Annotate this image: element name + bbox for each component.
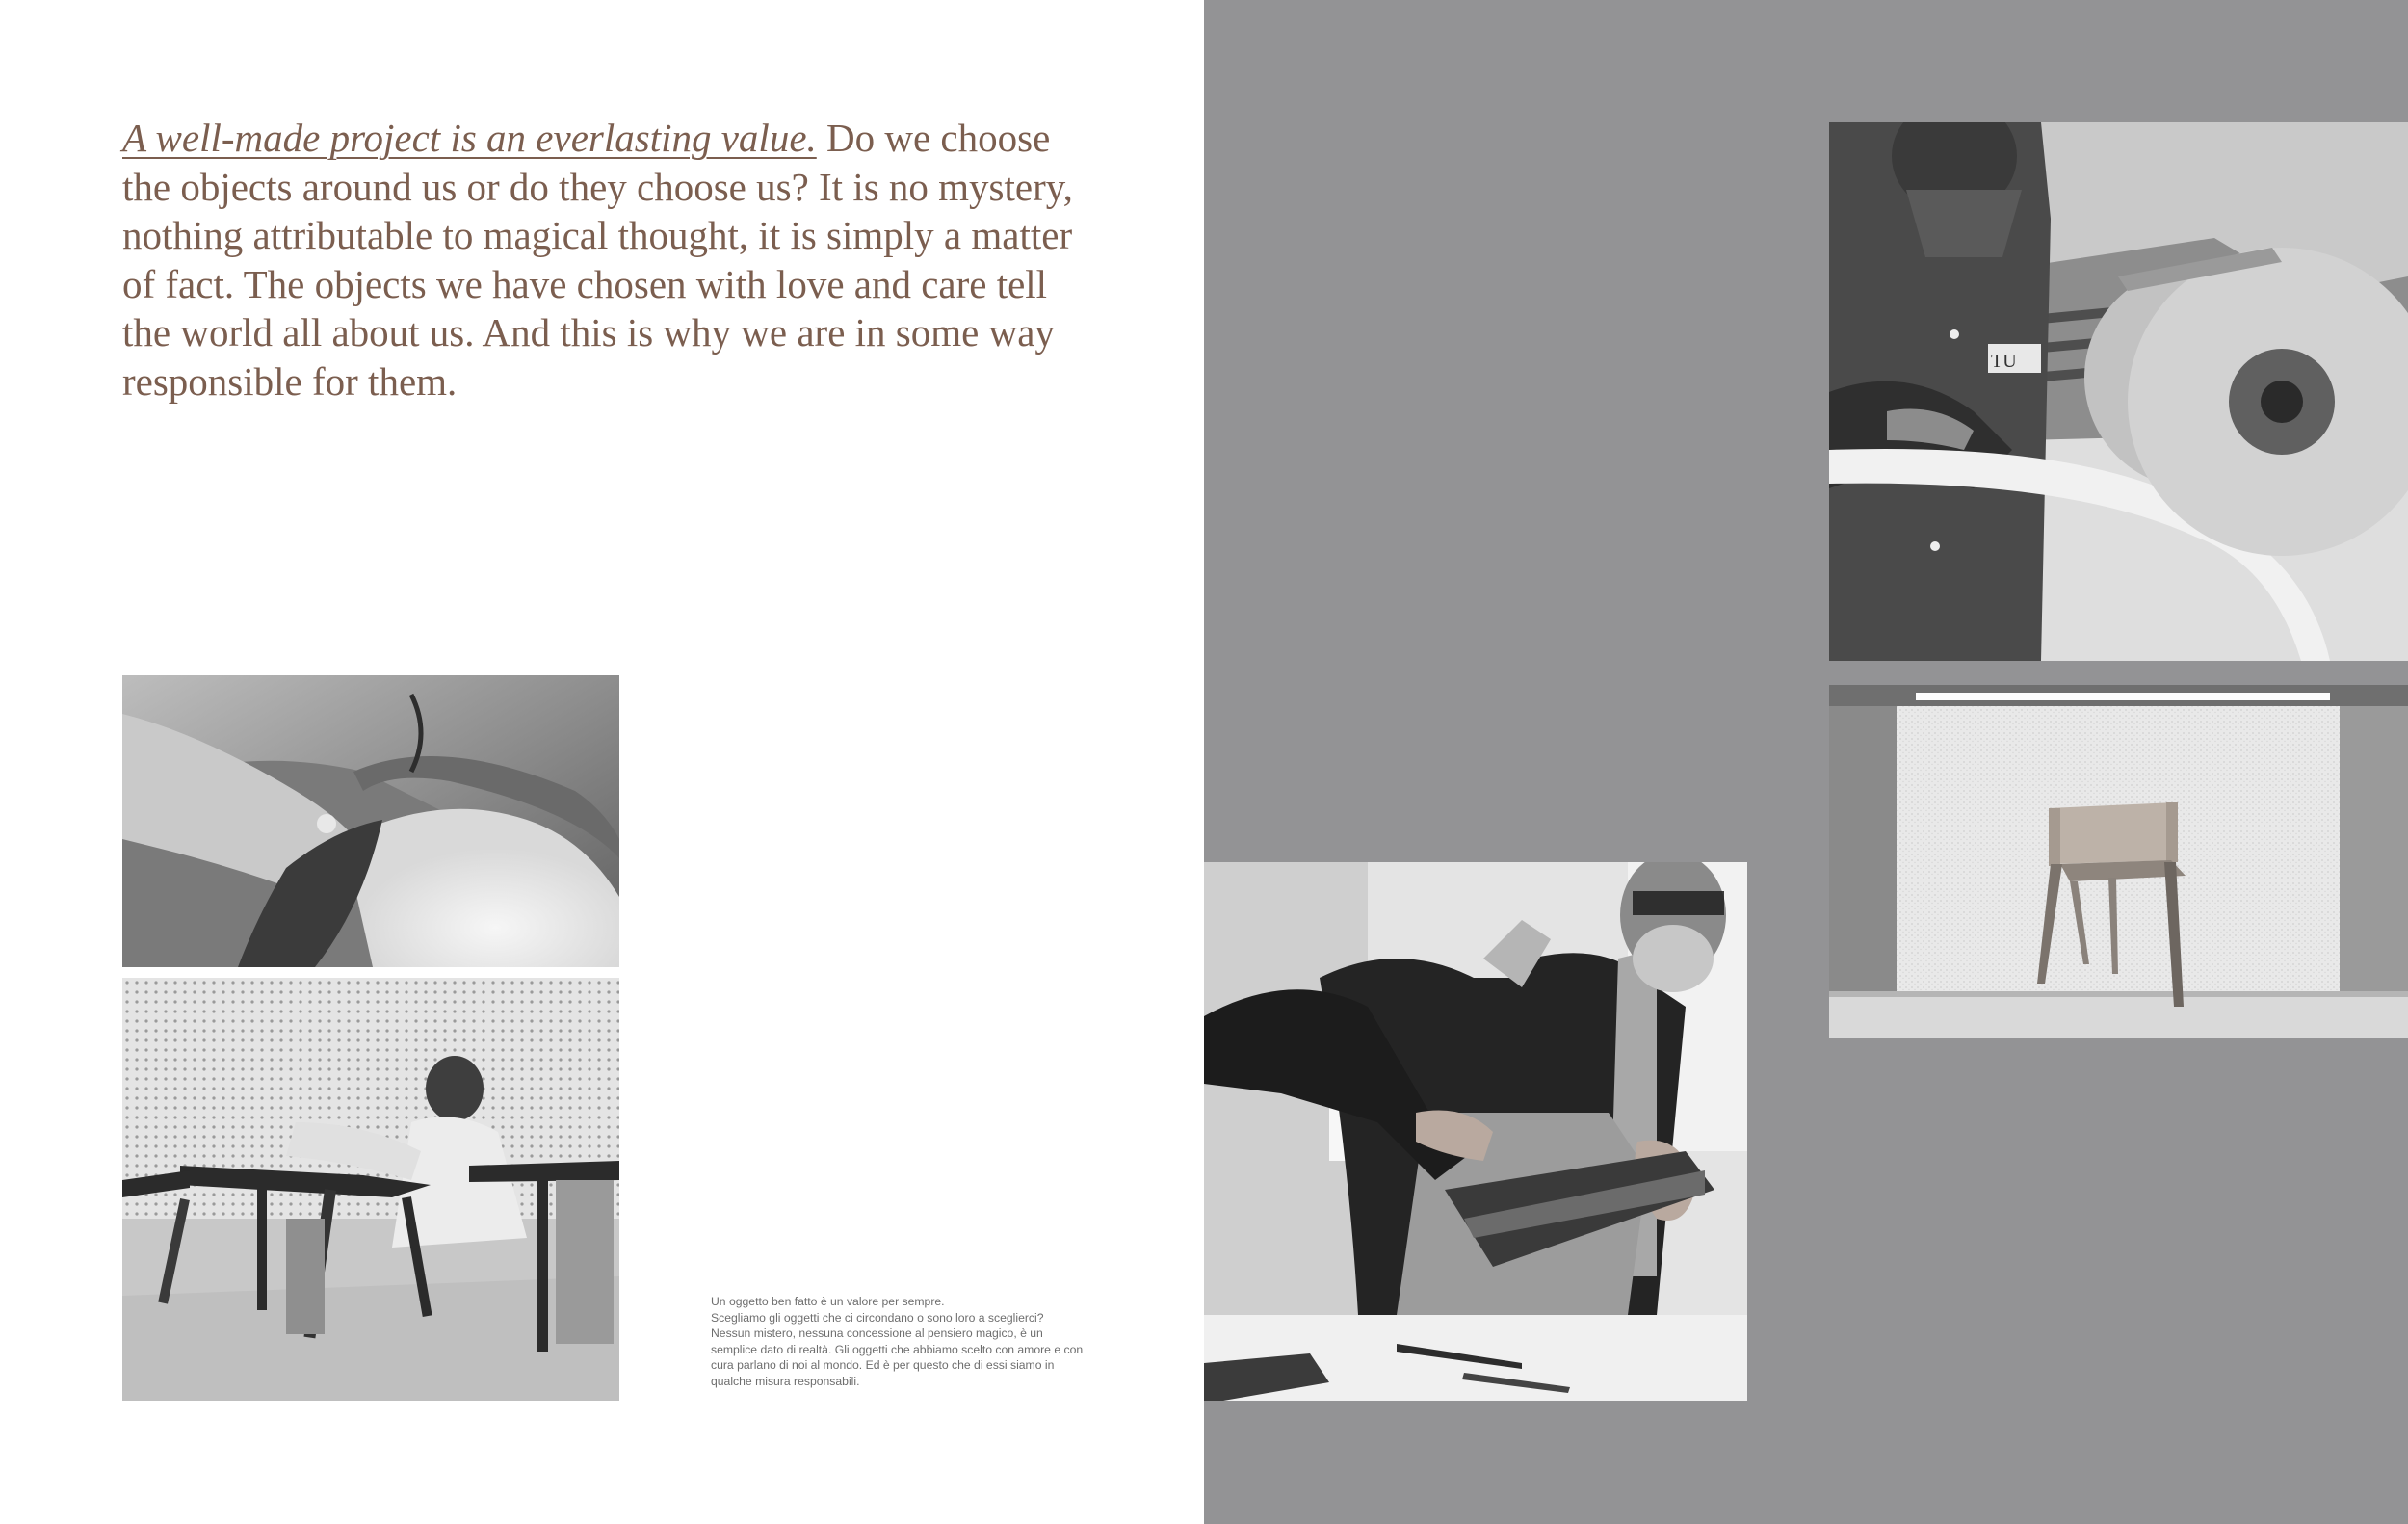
italian-caption bbox=[711, 1294, 1086, 1390]
photo-assembly-image bbox=[122, 978, 619, 1401]
intro-body: Do we choose the objects around us or do they choose us? It is no mystery, nothing attributable to magical thought, it is simply a matter of fact. The objects we have chosen with love and care tell the world all about us. And this is why we are in some way responsible for them. bbox=[122, 116, 1073, 404]
intro-headline: A well-made project is an everlasting value. bbox=[122, 116, 817, 160]
caption-title: Un oggetto ben fatto è un valore per sempre. bbox=[711, 1295, 945, 1308]
photo-assembly bbox=[122, 978, 619, 1401]
workwear-label: TU bbox=[1991, 351, 2017, 372]
photo-cutting bbox=[1204, 862, 1747, 1401]
photo-upholstery bbox=[122, 675, 619, 967]
photo-sanding-image bbox=[1829, 122, 2408, 661]
intro-paragraph bbox=[122, 114, 1095, 406]
caption-body: Scegliamo gli oggetti che ci circondano o sono loro a sceglierci? Nessun mistero, nessuna concessione al pensiero magico, è un semplice dato di realtà. Gli oggetti che abbiamo scelto con amore e con cura parlano di noi al mondo. Ed è per questo che di essi siamo in qualche misura responsabili. bbox=[711, 1310, 1084, 1388]
photo-upholstery-image bbox=[122, 675, 619, 967]
photo-chair bbox=[1829, 685, 2408, 1038]
photo-chair-image bbox=[1829, 685, 2408, 1038]
photo-sanding bbox=[1829, 122, 2408, 661]
photo-cutting-image bbox=[1204, 862, 1747, 1401]
